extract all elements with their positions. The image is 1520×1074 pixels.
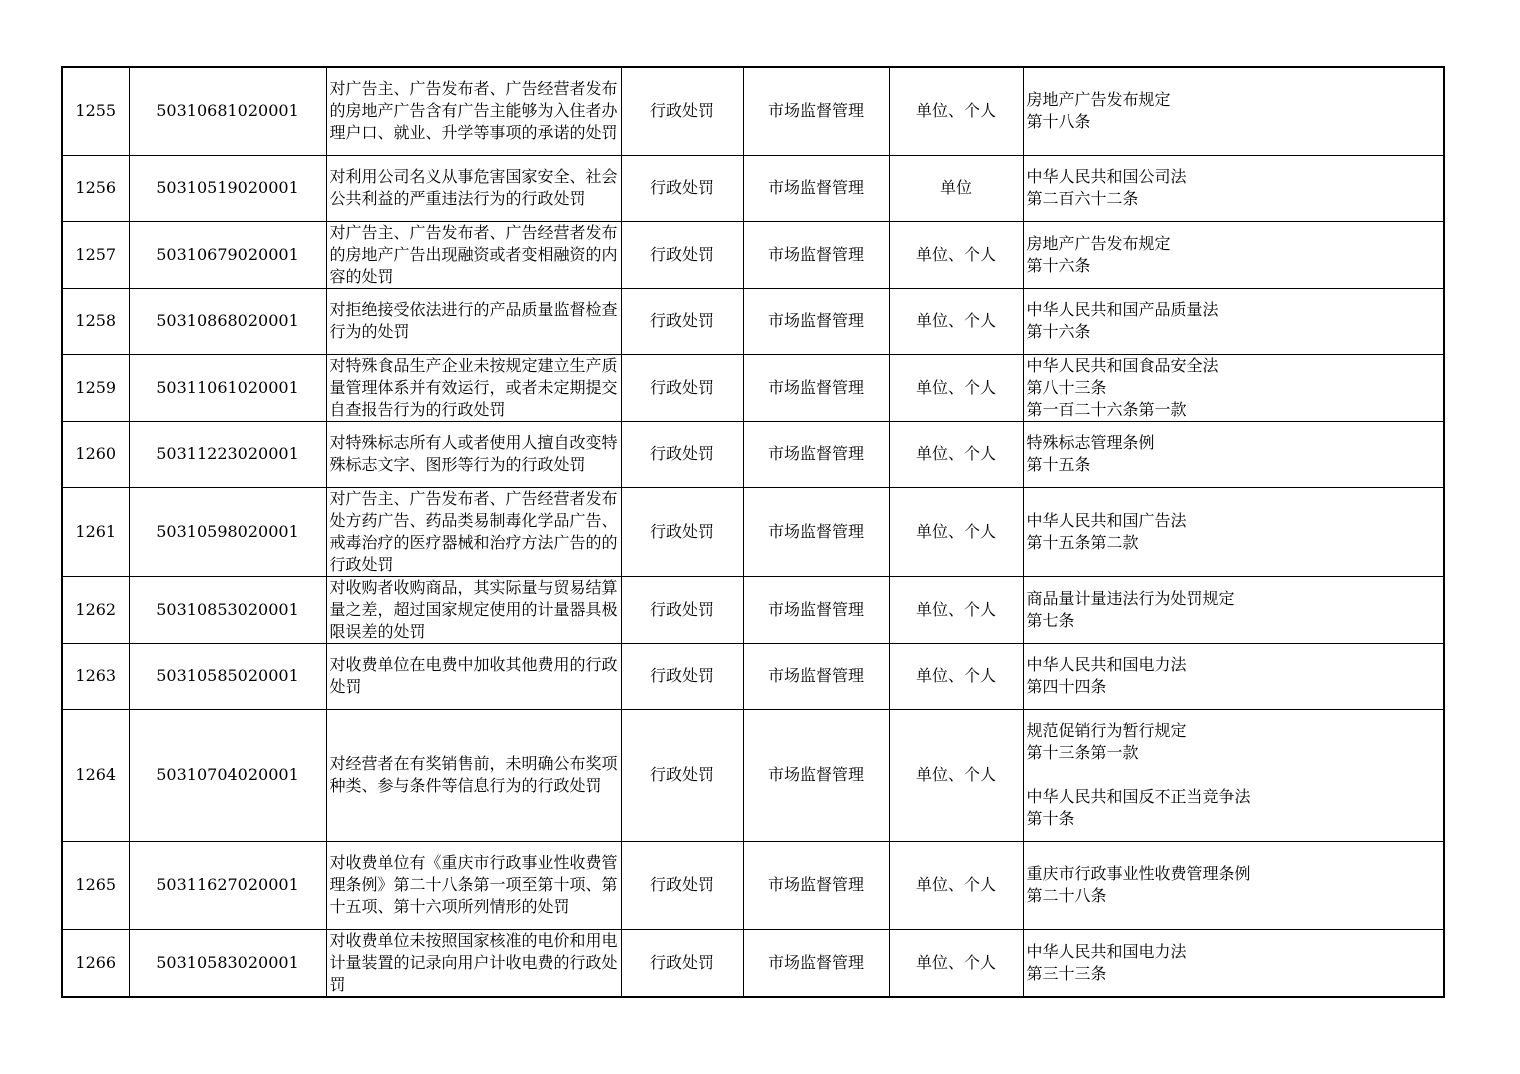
item-type: 行政处罚 bbox=[621, 221, 743, 288]
item-type: 行政处罚 bbox=[621, 929, 743, 997]
legal-basis-line: 第八十三条 bbox=[1026, 377, 1107, 397]
legal-basis-line: 第七条 bbox=[1026, 610, 1075, 630]
legal-basis-line: 中华人民共和国电力法 bbox=[1026, 655, 1187, 674]
legal-basis-line: 中华人民共和国产品质量法 bbox=[1026, 300, 1219, 319]
item-type: 行政处罚 bbox=[621, 67, 743, 155]
item-type: 行政处罚 bbox=[621, 421, 743, 487]
item-legal-basis bbox=[1023, 288, 1444, 354]
item-description: 对经营者在有奖销售前，未明确公布奖项种类、参与条件等信息行为的行政处罚 bbox=[326, 709, 621, 841]
table-row bbox=[62, 221, 1444, 288]
item-description: 对收购者收购商品，其实际量与贸易结算量之差，超过国家规定使用的计量器具极限误差的处罚 bbox=[326, 576, 621, 643]
item-type: 行政处罚 bbox=[621, 487, 743, 576]
item-subject: 单位、个人 bbox=[889, 643, 1023, 709]
legal-basis-line: 房地产广告发布规定 bbox=[1026, 233, 1171, 253]
legal-basis-line: 第二十八条 bbox=[1026, 886, 1107, 905]
item-subject: 单位、个人 bbox=[889, 354, 1023, 421]
item-description: 对收费单位未按照国家核准的电价和用电计量装置的记录向用户计收电费的行政处罚 bbox=[326, 929, 621, 997]
legal-basis-line: 中华人民共和国反不正当竞争法 bbox=[1026, 787, 1251, 806]
item-type: 行政处罚 bbox=[621, 155, 743, 221]
legal-basis-line: 第十八条 bbox=[1026, 112, 1091, 132]
item-subject: 单位、个人 bbox=[889, 929, 1023, 997]
item-type: 行政处罚 bbox=[621, 576, 743, 643]
item-department: 市场监督管理 bbox=[743, 67, 889, 155]
table-row bbox=[62, 709, 1444, 841]
item-code: 50310853020001 bbox=[129, 576, 326, 643]
item-description: 对特殊标志所有人或者使用人擅自改变特殊标志文字、图形等行为的行政处罚 bbox=[326, 421, 621, 487]
item-legal-basis bbox=[1023, 221, 1444, 288]
table-body bbox=[62, 67, 1444, 997]
item-code: 50311061020001 bbox=[129, 354, 326, 421]
item-number: 1258 bbox=[62, 288, 129, 354]
item-type: 行政处罚 bbox=[621, 709, 743, 841]
item-code: 50310519020001 bbox=[129, 155, 326, 221]
item-legal-basis bbox=[1023, 576, 1444, 643]
item-legal-basis bbox=[1023, 487, 1444, 576]
item-department: 市场监督管理 bbox=[743, 288, 889, 354]
item-code: 50311627020001 bbox=[129, 841, 326, 929]
item-description: 对广告主、广告发布者、广告经营者发布的房地产广告含有广告主能够为入住者办理户口、就业、升学等事项的承诺的处罚 bbox=[326, 67, 621, 155]
legal-basis-line: 第十条 bbox=[1026, 809, 1075, 828]
item-department: 市场监督管理 bbox=[743, 421, 889, 487]
legal-basis-line: 第三十三条 bbox=[1026, 963, 1107, 983]
legal-basis-line: 第十六条 bbox=[1026, 322, 1091, 341]
item-description: 对利用公司名义从事危害国家安全、社会公共利益的严重违法行为的行政处罚 bbox=[326, 155, 621, 221]
legal-basis-line: 中华人民共和国食品安全法 bbox=[1026, 355, 1219, 375]
legal-basis-line: 第十六条 bbox=[1026, 255, 1091, 275]
item-legal-basis bbox=[1023, 709, 1444, 841]
legal-basis-line: 商品量计量违法行为处罚规定 bbox=[1026, 588, 1235, 608]
table-row bbox=[62, 288, 1444, 354]
item-description: 对广告主、广告发布者、广告经营者发布处方药广告、药品类易制毒化学品广告、戒毒治疗的医疗器械和治疗方法广告的的行政处罚 bbox=[326, 487, 621, 576]
item-department: 市场监督管理 bbox=[743, 841, 889, 929]
table-row bbox=[62, 643, 1444, 709]
item-subject: 单位、个人 bbox=[889, 841, 1023, 929]
item-code: 50310679020001 bbox=[129, 221, 326, 288]
item-subject: 单位 bbox=[889, 155, 1023, 221]
legal-basis-line: 第一百二十六条第一款 bbox=[1026, 399, 1187, 419]
item-subject: 单位、个人 bbox=[889, 421, 1023, 487]
item-type: 行政处罚 bbox=[621, 643, 743, 709]
item-legal-basis bbox=[1023, 643, 1444, 709]
item-code: 50310681020001 bbox=[129, 67, 326, 155]
item-type: 行政处罚 bbox=[621, 354, 743, 421]
item-legal-basis bbox=[1023, 421, 1444, 487]
item-description: 对收费单位有《重庆市行政事业性收费管理条例》第二十八条第一项至第十项、第十五项、第十六项所列情形的处罚 bbox=[326, 841, 621, 929]
item-code: 50310868020001 bbox=[129, 288, 326, 354]
table-row bbox=[62, 155, 1444, 221]
item-department: 市场监督管理 bbox=[743, 155, 889, 221]
item-subject: 单位、个人 bbox=[889, 221, 1023, 288]
table-row bbox=[62, 67, 1444, 155]
legal-basis-line: 第十三条第一款 bbox=[1026, 743, 1139, 762]
legal-basis-line: 第四十四条 bbox=[1026, 677, 1107, 696]
table-row bbox=[62, 576, 1444, 643]
item-legal-basis bbox=[1023, 67, 1444, 155]
item-description: 对收费单位在电费中加收其他费用的行政处罚 bbox=[326, 643, 621, 709]
item-department: 市场监督管理 bbox=[743, 709, 889, 841]
item-number: 1263 bbox=[62, 643, 129, 709]
item-number: 1260 bbox=[62, 421, 129, 487]
item-code: 50310704020001 bbox=[129, 709, 326, 841]
item-type: 行政处罚 bbox=[621, 841, 743, 929]
legal-basis-line: 规范促销行为暂行规定 bbox=[1026, 721, 1187, 740]
penalty-items-table bbox=[61, 66, 1445, 998]
item-legal-basis bbox=[1023, 354, 1444, 421]
item-department: 市场监督管理 bbox=[743, 487, 889, 576]
item-number: 1256 bbox=[62, 155, 129, 221]
item-description: 对拒绝接受依法进行的产品质量监督检查行为的处罚 bbox=[326, 288, 621, 354]
item-legal-basis bbox=[1023, 155, 1444, 221]
item-number: 1265 bbox=[62, 841, 129, 929]
item-number: 1262 bbox=[62, 576, 129, 643]
item-legal-basis bbox=[1023, 841, 1444, 929]
legal-basis-line: 中华人民共和国公司法 bbox=[1026, 167, 1187, 186]
legal-basis-line: 第二百六十二条 bbox=[1026, 189, 1139, 208]
item-department: 市场监督管理 bbox=[743, 576, 889, 643]
item-department: 市场监督管理 bbox=[743, 929, 889, 997]
legal-basis-line: 中华人民共和国电力法 bbox=[1026, 941, 1187, 961]
legal-basis-line: 重庆市行政事业性收费管理条例 bbox=[1026, 864, 1251, 883]
item-number: 1264 bbox=[62, 709, 129, 841]
item-number: 1259 bbox=[62, 354, 129, 421]
item-subject: 单位、个人 bbox=[889, 576, 1023, 643]
item-subject: 单位、个人 bbox=[889, 67, 1023, 155]
item-subject: 单位、个人 bbox=[889, 288, 1023, 354]
item-subject: 单位、个人 bbox=[889, 709, 1023, 841]
item-description: 对特殊食品生产企业未按规定建立生产质量管理体系并有效运行，或者未定期提交自查报告行为的行政处罚 bbox=[326, 354, 621, 421]
item-type: 行政处罚 bbox=[621, 288, 743, 354]
item-code: 50310585020001 bbox=[129, 643, 326, 709]
item-description: 对广告主、广告发布者、广告经营者发布的房地产广告出现融资或者变相融资的内容的处罚 bbox=[326, 221, 621, 288]
item-code: 50310598020001 bbox=[129, 487, 326, 576]
legal-basis-line bbox=[1027, 764, 1441, 786]
legal-basis-line: 特殊标志管理条例 bbox=[1026, 433, 1155, 452]
table-row bbox=[62, 841, 1444, 929]
item-number: 1266 bbox=[62, 929, 129, 997]
item-legal-basis bbox=[1023, 929, 1444, 997]
item-subject: 单位、个人 bbox=[889, 487, 1023, 576]
legal-basis-line: 中华人民共和国广告法 bbox=[1026, 510, 1187, 530]
table-row bbox=[62, 354, 1444, 421]
table-row bbox=[62, 487, 1444, 576]
item-number: 1255 bbox=[62, 67, 129, 155]
table-row bbox=[62, 929, 1444, 997]
item-department: 市场监督管理 bbox=[743, 354, 889, 421]
item-number: 1257 bbox=[62, 221, 129, 288]
item-department: 市场监督管理 bbox=[743, 221, 889, 288]
item-code: 50311223020001 bbox=[129, 421, 326, 487]
item-code: 50310583020001 bbox=[129, 929, 326, 997]
item-number: 1261 bbox=[62, 487, 129, 576]
legal-basis-line: 房地产广告发布规定 bbox=[1026, 90, 1171, 110]
table-row bbox=[62, 421, 1444, 487]
item-department: 市场监督管理 bbox=[743, 643, 889, 709]
legal-basis-line: 第十五条第二款 bbox=[1026, 532, 1139, 552]
legal-basis-line: 第十五条 bbox=[1026, 455, 1091, 474]
